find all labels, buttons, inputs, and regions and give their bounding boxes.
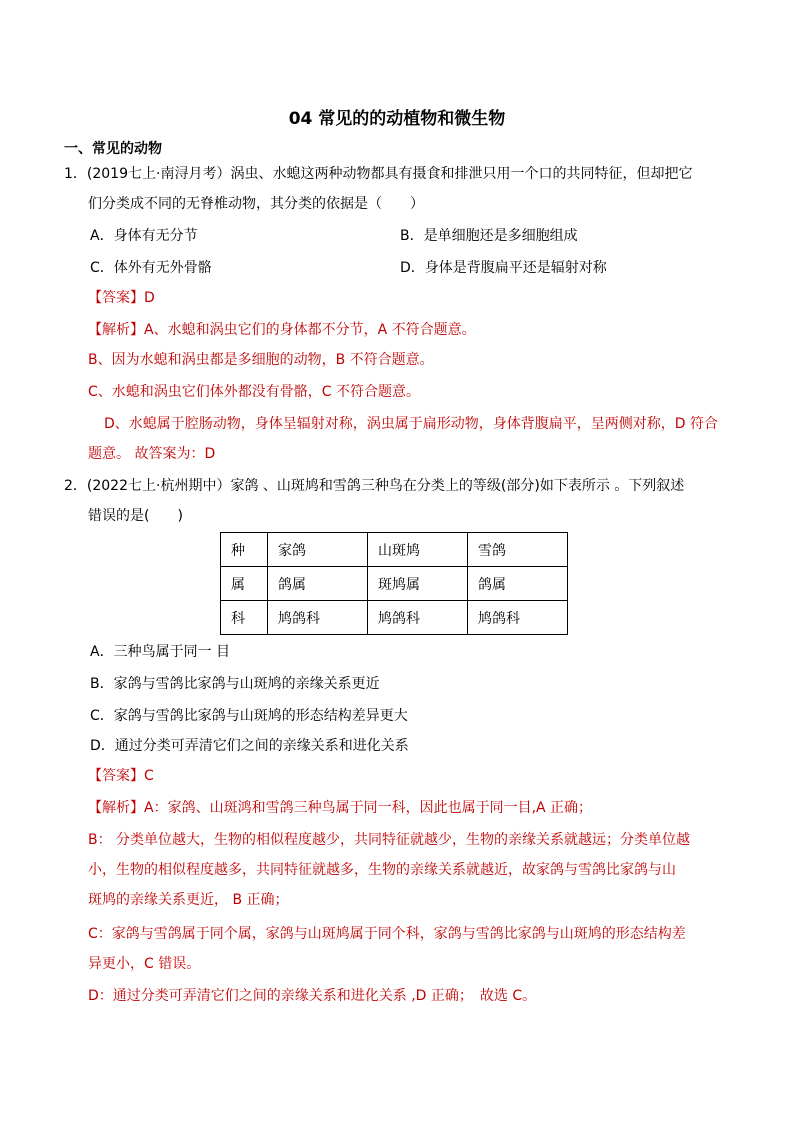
page-title: 04 常见的的动植物和微生物 (288, 109, 506, 129)
table-cell: 科 (221, 601, 268, 635)
table-cell: 雪鸽 (468, 533, 568, 567)
q2-analysis-line-1 (88, 798, 592, 818)
analysis-text: A：家鸽、山斑鸿和雪鸽三种鸟属于同一科，因此也属于同一目,A 正确； (144, 800, 593, 816)
q2-analysis-line-3: 小，生物的相似程度越多，共同特征就越多，生物的亲缘关系就越近，故家鸽与雪鸽比家鸽与山 (88, 862, 676, 878)
q1-option-a: A．身体有无分节 (90, 228, 198, 244)
q2-option-b: B．家鸽与雪鸽比家鸽与山斑鸠的亲缘关系更近 (90, 676, 380, 692)
table-cell: 鸠鸽科 (468, 601, 568, 635)
q1-analysis-line-2: B、因为水螅和涡虫都是多细胞的动物，B 不符合题意。 (88, 352, 434, 368)
analysis-text: A、水螅和涡虫它们的身体都不分节，A 不符合题意。 (144, 322, 476, 338)
table-cell: 斑鸠属 (368, 567, 468, 601)
q2-stem-line-1: 2．(2022七上·杭州期中）家鸽 、山斑鸠和雪鸽三种鸟在分类上的等级(部分)如下表所示 。下列叙述 (64, 478, 685, 494)
q2-option-d: D．通过分类可弄清它们之间的亲缘关系和进化关系 (90, 738, 409, 754)
answer-label: 【答案】 (88, 290, 144, 306)
q1-analysis-line-3: C、水螅和涡虫它们体外都没有骨骼，C 不符合题意。 (88, 384, 420, 400)
table-row (221, 567, 568, 601)
q1-analysis-line-1 (88, 320, 476, 340)
q2-answer (88, 766, 154, 786)
q2-analysis-line-2: B： 分类单位越大，生物的相似程度越少，共同特征就越少，生物的亲缘关系就越远；分类单位越 (88, 832, 691, 848)
q2-analysis-line-4: 斑鸠的亲缘关系更近， B 正确； (88, 892, 289, 908)
table-row (221, 601, 568, 635)
q1-analysis-line-4: D、水螅属于腔肠动物，身体呈辐射对称，涡虫属于扁形动物，身体背腹扁平，呈两侧对称，D 符合 (104, 416, 719, 432)
analysis-label: 【解析】 (88, 800, 144, 816)
q2-analysis-line-5: C：家鸽与雪鸽属于同个属，家鸽与山斑鸠属于同个科，家鸽与雪鸽比家鸽与山斑鸠的形态结构差 (88, 926, 686, 942)
q2-analysis-line-6: 异更小，C 错误。 (88, 956, 201, 972)
analysis-label: 【解析】 (88, 322, 144, 338)
table-cell: 属 (221, 567, 268, 601)
table-cell: 鸠鸽科 (268, 601, 368, 635)
answer-value: D (144, 290, 155, 306)
q1-stem-line-2: 们分类成不同的无脊椎动物，其分类的依据是（ ） (88, 196, 424, 212)
table-row (221, 533, 568, 567)
q1-option-b: B．是单细胞还是多细胞组成 (400, 228, 578, 244)
q2-option-a: A．三种鸟属于同一 目 (90, 644, 231, 660)
answer-value: C (144, 768, 154, 784)
q1-option-c: C．体外有无外骨骼 (90, 260, 212, 276)
q1-answer (88, 288, 155, 308)
table-cell: 家鸽 (268, 533, 368, 567)
section-heading: 一、常见的动物 (64, 141, 162, 157)
q2-analysis-line-7: D：通过分类可弄清它们之间的亲缘关系和进化关系 ,D 正确； 故选 C。 (88, 988, 537, 1004)
classification-table (220, 532, 568, 635)
table-cell: 鸽属 (468, 567, 568, 601)
table-cell: 山斑鸠 (368, 533, 468, 567)
answer-label: 【答案】 (88, 768, 144, 784)
q1-stem-line-1: 1．(2019七上·南浔月考）涡虫、水螅这两种动物都具有摄食和排泄只用一个口的共同特征，但却把它 (64, 166, 693, 182)
q2-option-c: C．家鸽与雪鸽比家鸽与山斑鸠的形态结构差异更大 (90, 708, 408, 724)
q1-analysis-line-5: 题意。 故答案为：D (88, 446, 216, 462)
q1-option-d: D．身体是背腹扁平还是辐射对称 (400, 260, 607, 276)
q2-stem-line-2: 错误的是( ) (88, 508, 183, 524)
table-cell: 种 (221, 533, 268, 567)
table-cell: 鸽属 (268, 567, 368, 601)
table-cell: 鸠鸽科 (368, 601, 468, 635)
